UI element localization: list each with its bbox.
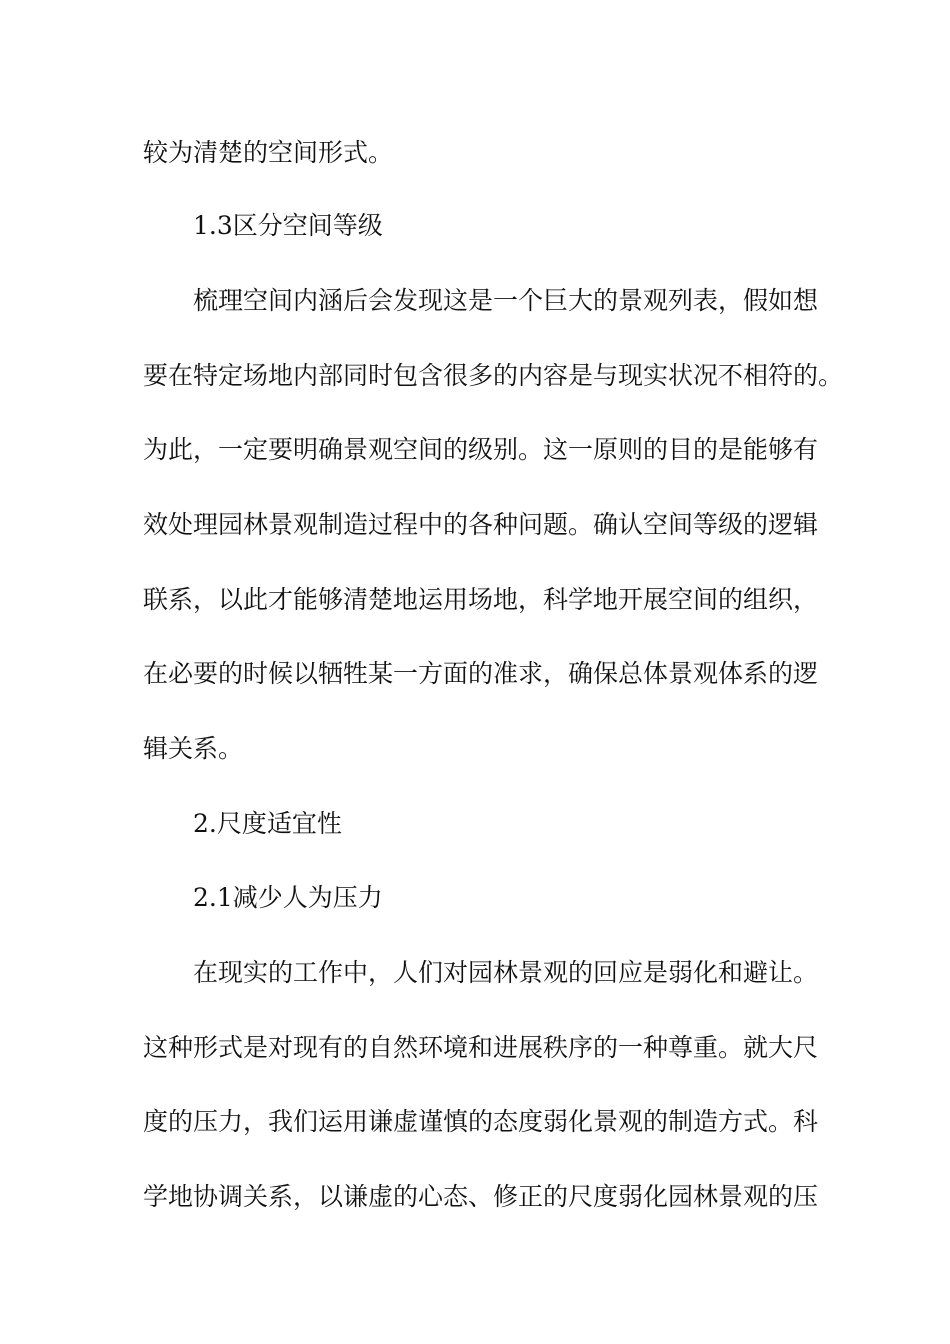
section-heading-1-3: 1.3区分空间等级 — [193, 211, 383, 240]
paragraph-line: 辑关系。 — [143, 734, 244, 763]
paragraph-line: 较为清楚的空间形式。 — [143, 138, 394, 167]
section-heading-2: 2.尺度适宜性 — [193, 809, 342, 838]
paragraph-line: 在必要的时候以牺牲某一方面的准求，确保总体景观体系的逻 — [143, 659, 819, 688]
section-heading-2-1: 2.1减少人为压力 — [193, 883, 383, 912]
paragraph-line: 在现实的工作中，人们对园林景观的回应是弱化和避让。 — [193, 958, 819, 987]
paragraph-line: 梳理空间内涵后会发现这是一个巨大的景观列表，假如想 — [193, 286, 819, 315]
paragraph-line: 效处理园林景观制造过程中的各种问题。确认空间等级的逻辑 — [143, 510, 819, 539]
paragraph-line: 这种形式是对现有的自然环境和进展秩序的一种尊重。就大尺 — [143, 1033, 819, 1062]
paragraph-line: 为此，一定要明确景观空间的级别。这一原则的目的是能够有 — [143, 435, 819, 464]
paragraph-line: 联系，以此才能够清楚地运用场地，科学地开展空间的组织， — [143, 585, 819, 614]
paragraph-line: 要在特定场地内部同时包含很多的内容是与现实状况不相符的。 — [143, 361, 844, 390]
paragraph-line: 学地协调关系，以谦虚的心态、修正的尺度弱化园林景观的压 — [143, 1182, 819, 1211]
paragraph-line: 度的压力，我们运用谦虚谨慎的态度弱化景观的制造方式。科 — [143, 1107, 819, 1136]
